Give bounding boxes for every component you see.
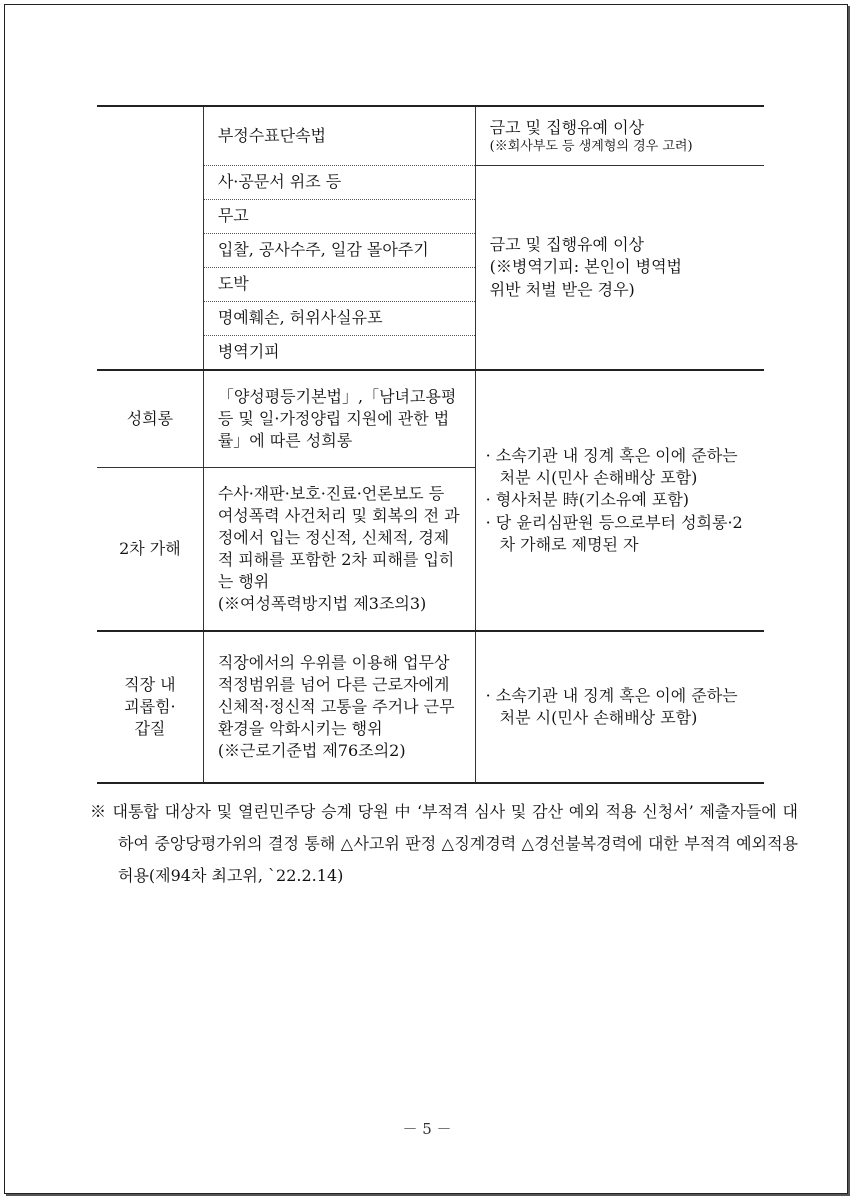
item-cell: 부정수표단속법 [203, 106, 475, 166]
penalty-note-line: 위반 처벌 받은 경우) [489, 279, 635, 299]
description-cell [203, 631, 475, 783]
category-cell: 성희롱 [97, 370, 203, 468]
category-cell: 2차 가해 [97, 468, 203, 632]
item-cell: 명예훼손, 허위사실유포 [203, 302, 475, 336]
footnote: ※ 대통합 대상자 및 열린민주당 승계 당원 中 ‘부적격 심사 및 감산 예외 적용 신청서’ 제출자들에 대하여 중앙당평가위의 결정 통해 △사고위 판정 △징계경력 △경선불복경력에 대한 부적격 예외적용 허용(제94차 최고위, `22.2.14) [90, 802, 798, 885]
penalty-cell [475, 631, 764, 783]
description-text: 직장에서의 우위를 이용해 업무상 적정범위를 넘어 다른 근로자에게 신체적·정신적 고통을 주거나 근무환경을 악화시키는 행위 [217, 652, 455, 739]
item-cell: 무고 [203, 200, 475, 234]
criteria-table [97, 105, 764, 784]
description-note: (※근로기준법 제76조의2) [217, 741, 406, 761]
penalty-cell [475, 106, 764, 166]
penalty-note: (※회사부도 등 생계형의 경우 고려) [489, 138, 693, 154]
table-row [97, 631, 764, 783]
description-note: (※여성폭력방지법 제3조의3) [217, 594, 427, 614]
penalty-cell [475, 166, 764, 371]
penalty-bullet: · 형사처분 時(기소유예 포함) [485, 490, 690, 510]
penalty-bullet: · 소속기관 내 징계 혹은 이에 준하는 처분 시(민사 손해배상 포함) [485, 685, 738, 727]
penalty-bullet: · 소속기관 내 징계 혹은 이에 준하는 처분 시(민사 손해배상 포함) [485, 446, 738, 488]
category-line: 괴롭힘· [124, 696, 176, 716]
table-row [97, 106, 764, 166]
penalty-cell [475, 370, 764, 631]
description-text: 수사·재판·보호·진료·언론보도 등 여성폭력 사건처리 및 회복의 전 과정에서 입는 정신적, 신체적, 경제적 피해를 포함한 2차 피해를 입히는 행위 [217, 483, 460, 592]
category-line: 갑질 [134, 719, 166, 739]
penalty-main: 금고 및 집행유예 이상 [489, 235, 644, 255]
table-row [97, 370, 764, 468]
description-cell [203, 468, 475, 632]
item-cell: 사·공문서 위조 등 [203, 166, 475, 200]
page-number: － 5 － [402, 1120, 452, 1138]
category-cell-blank [97, 106, 203, 370]
penalty-bullet: · 당 윤리심판원 등으로부터 성희롱·2차 가해로 제명된 자 [485, 512, 743, 554]
item-cell: 병역기피 [203, 336, 475, 371]
item-cell: 도박 [203, 268, 475, 302]
category-line: 직장 내 [124, 674, 176, 694]
description-cell: 「양성평등기본법」,「남녀고용평등 및 일·가정양립 지원에 관한 법률」에 따른 성희롱 [203, 370, 475, 468]
category-cell [97, 631, 203, 783]
item-cell: 입찰, 공사수주, 일감 몰아주기 [203, 234, 475, 268]
penalty-main: 금고 및 집행유예 이상 [489, 117, 644, 137]
penalty-note-line: (※병역기피: 본인이 병역법 [489, 257, 682, 277]
